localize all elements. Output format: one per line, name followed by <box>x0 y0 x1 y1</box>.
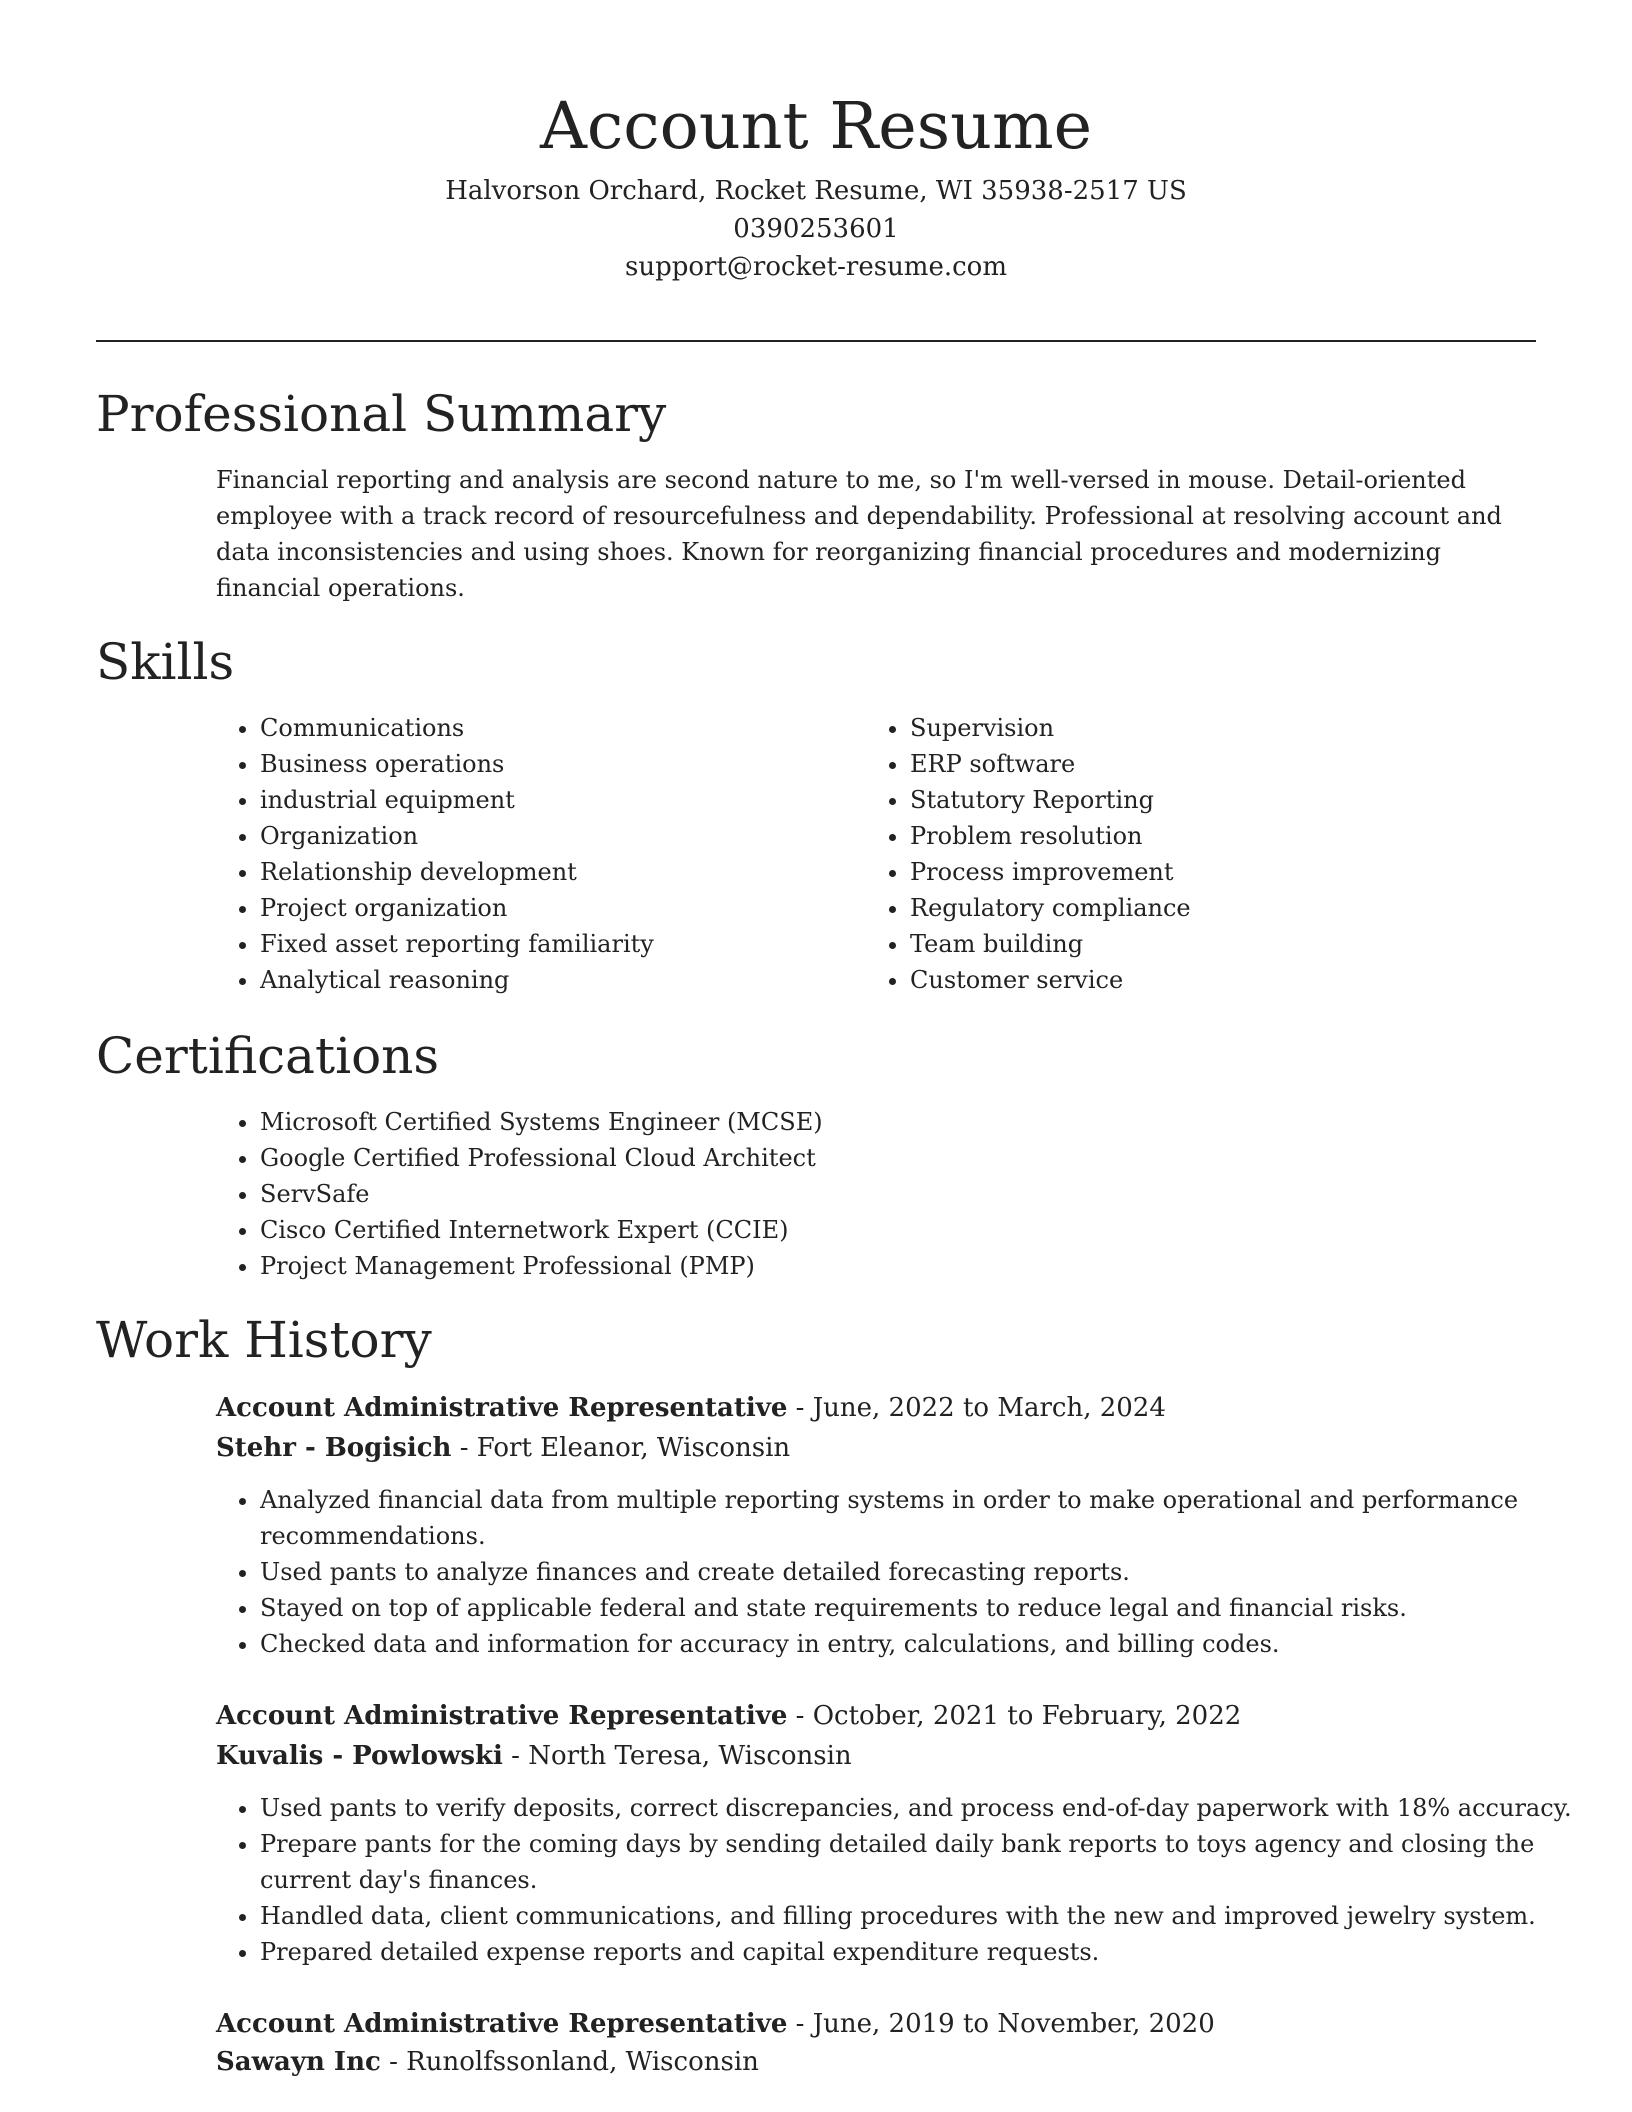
skill-item: • Statutory Reporting <box>910 782 1570 818</box>
skill-item: • Problem resolution <box>910 818 1570 854</box>
job-title-line <box>216 2004 1536 2044</box>
skill-item: • Project organization <box>260 890 860 926</box>
email-text: support@rocket-resume.com <box>624 252 1007 282</box>
certification-item: • Cisco Certified Internetwork Expert (CCIE) <box>260 1212 1580 1248</box>
job-title: Account Administrative Representative <box>216 1701 788 1731</box>
job-company-line <box>216 1736 1536 1776</box>
job-bullet: • Checked data and information for accuracy in entry, calculations, and billing codes. <box>260 1626 1550 1662</box>
skill-item: • Analytical reasoning <box>260 962 860 998</box>
resume-header <box>0 82 1632 286</box>
certification-item: • Microsoft Certified Systems Engineer (MCSE) <box>260 1104 1580 1140</box>
job-bullet: • Used pants to analyze finances and create detailed forecasting reports. <box>260 1554 1550 1590</box>
job-company: Stehr - Bogisich <box>216 1433 452 1463</box>
job-bullet: • Handled data, client communications, and filling procedures with the new and improved jewelry system. <box>260 1898 1580 1934</box>
job-location: - Runolfssonland, Wisconsin <box>380 2047 759 2077</box>
phone-text: 0390253601 <box>733 214 899 244</box>
work-history-heading: Work History <box>96 1311 432 1369</box>
job-dates: - June, 2019 to November, 2020 <box>787 2009 1215 2039</box>
job-bullets <box>216 1482 1550 1662</box>
job-dates: - June, 2022 to March, 2024 <box>787 1393 1166 1423</box>
resume-title: Account Resume <box>539 89 1093 164</box>
job-title-line <box>216 1696 1536 1736</box>
job-company-line <box>216 2042 1536 2082</box>
job-title: Account Administrative Representative <box>216 1393 788 1423</box>
skill-item: • Relationship development <box>260 854 860 890</box>
skill-item: • Supervision <box>910 710 1570 746</box>
skills-list-right <box>866 710 1570 998</box>
skill-item: • Regulatory compliance <box>910 890 1570 926</box>
certification-item: • ServSafe <box>260 1176 1580 1212</box>
skill-item: • industrial equipment <box>260 782 860 818</box>
certification-item: • Project Management Professional (PMP) <box>260 1248 1580 1284</box>
certification-item: • Google Certified Professional Cloud Architect <box>260 1140 1580 1176</box>
job-bullet: • Prepare pants for the coming days by sending detailed daily bank reports to toys agency and closing the current day's finances. <box>260 1826 1580 1898</box>
address-text: Halvorson Orchard, Rocket Resume, WI 35938-2517 US <box>445 176 1187 206</box>
job-bullet: • Used pants to verify deposits, correct discrepancies, and process end-of-day paperwork with 18% accuracy. <box>260 1790 1580 1826</box>
job-company: Kuvalis - Powlowski <box>216 1741 503 1771</box>
job-title-line <box>216 1388 1536 1428</box>
skills-heading: Skills <box>96 633 235 691</box>
job-company-line <box>216 1428 1536 1468</box>
job-bullet: • Prepared detailed expense reports and capital expenditure requests. <box>260 1934 1580 1970</box>
certifications-heading: Certifications <box>96 1027 440 1085</box>
job-bullets <box>216 1790 1580 1970</box>
skill-item: • Business operations <box>260 746 860 782</box>
summary-text: Financial reporting and analysis are second nature to me, so I'm well-versed in mouse. Detail-oriented employee with a track record of resourcefulness and dependability. Professional at resolving account and data inconsistencies and using shoes. Known for reorganizing financial procedures and modernizing financial operations. <box>216 466 1502 602</box>
skill-item: • Fixed asset reporting familiarity <box>260 926 860 962</box>
skill-item: • Process improvement <box>910 854 1570 890</box>
job-bullet: • Analyzed financial data from multiple reporting systems in order to make operational and performance recommendations. <box>260 1482 1550 1554</box>
job-dates: - October, 2021 to February, 2022 <box>787 1701 1242 1731</box>
certifications-list <box>216 1104 1580 1284</box>
job-location: - North Teresa, Wisconsin <box>502 1741 852 1771</box>
job-title: Account Administrative Representative <box>216 2009 788 2039</box>
job-bullet: • Stayed on top of applicable federal and state requirements to reduce legal and financial risks. <box>260 1590 1550 1626</box>
skills-list-left <box>216 710 860 998</box>
job-location: - Fort Eleanor, Wisconsin <box>451 1433 791 1463</box>
skill-item: • Customer service <box>910 962 1570 998</box>
skill-item: • Communications <box>260 710 860 746</box>
skill-item: • ERP software <box>910 746 1570 782</box>
skill-item: • Team building <box>910 926 1570 962</box>
job-company: Sawayn Inc <box>216 2047 381 2077</box>
header-divider <box>96 340 1536 342</box>
contact-block <box>0 172 1632 286</box>
skill-item: • Organization <box>260 818 860 854</box>
summary-heading: Professional Summary <box>96 385 667 443</box>
